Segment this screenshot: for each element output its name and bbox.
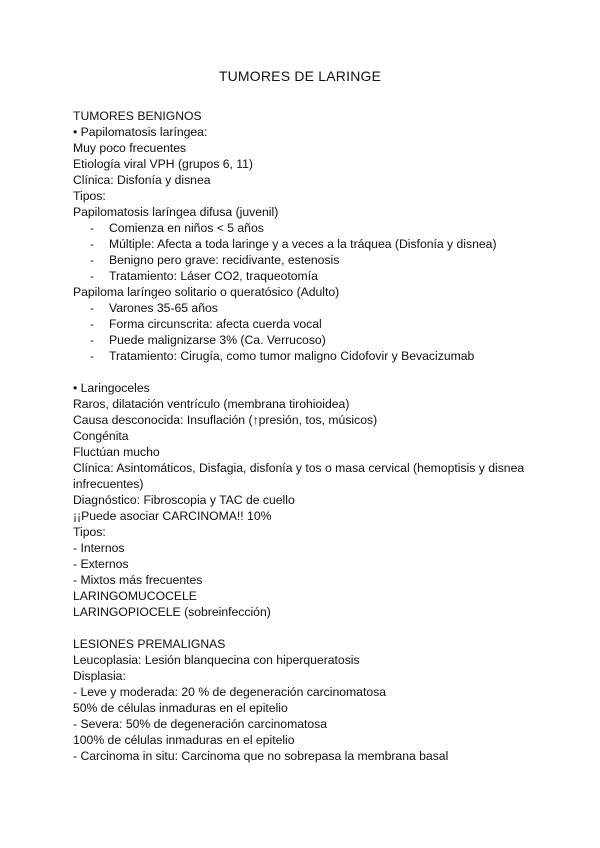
dash-marker: - [90, 221, 95, 235]
text-line: Leucoplasia: Lesión blanquecina con hiperqueratosis [73, 653, 360, 667]
list-item-text: Comienza en niños < 5 años [109, 221, 264, 235]
text-line: Clínica: Asintomáticos, Disfagia, disfonía y tos o masa cervical (hemoptisis y disnea [73, 461, 525, 475]
dash-marker: - [90, 269, 95, 283]
list-item [90, 316, 322, 332]
text-line: - Leve y moderada: 20 % de degeneración carcinomatosa [73, 685, 387, 699]
list-item [90, 332, 326, 348]
list-item-text: Varones 35-65 años [109, 301, 218, 315]
bullet-papilomatosis: • Papilomatosis laríngea: [73, 125, 208, 139]
text-line: - Carcinoma in situ: Carcinoma que no sobrepasa la membrana basal [73, 749, 449, 763]
section-heading-premalignas: LESIONES PREMALIGNAS [73, 637, 226, 651]
list-item [90, 252, 339, 268]
list-item-text: Múltiple: Afecta a toda laringe y a veces a la tráquea (Disfonía y disnea) [109, 237, 497, 251]
text-line: - Mixtos más frecuentes [73, 573, 203, 587]
subheading-adulto: Papiloma laríngeo solitario o queratósico (Adulto) [73, 285, 340, 299]
text-line: Tipos: [73, 525, 106, 539]
list-item [90, 220, 264, 236]
text-line: Muy poco frecuentes [73, 141, 187, 155]
text-line: Congénita [73, 429, 129, 443]
page-title: TUMORES DE LARINGE [218, 68, 382, 84]
dash-marker: - [90, 253, 95, 267]
list-item-text: Benigno pero grave: recidivante, estenosis [109, 253, 340, 267]
text-line: Etiología viral VPH (grupos 6, 11) [73, 157, 253, 171]
section-heading-benignos: TUMORES BENIGNOS [73, 109, 202, 123]
text-line: Fluctúan mucho [73, 445, 160, 459]
text-line: 50% de células inmaduras en el epitelio [73, 701, 288, 715]
text-line: - Severa: 50% de degeneración carcinomatosa [73, 717, 328, 731]
bullet-laringoceles: • Laringoceles [73, 381, 150, 395]
dash-marker: - [90, 237, 95, 251]
list-item-text: Puede malignizarse 3% (Ca. Verrucoso) [109, 333, 326, 347]
text-line: LARINGOMUCOCELE [73, 589, 197, 603]
list-item-text: Forma circunscrita: afecta cuerda vocal [109, 317, 322, 331]
text-line: LARINGOPIOCELE (sobreinfección) [73, 605, 271, 619]
dash-marker: - [90, 349, 95, 363]
text-line: Causa desconocida: Insuflación (↑presión, tos, músicos) [73, 413, 378, 427]
text-line: - Internos [73, 541, 125, 555]
list-item [90, 268, 318, 284]
text-line: Diagnóstico: Fibroscopia y TAC de cuello [73, 493, 295, 507]
text-line: ¡¡Puede asociar CARCINOMA!! 10% [73, 509, 272, 523]
text-line: Displasia: [73, 669, 126, 683]
list-item-text: Tratamiento: Láser CO2, traqueotomía [109, 269, 318, 283]
list-item [90, 236, 497, 252]
list-item [90, 348, 474, 364]
list-item-text: Tratamiento: Cirugía, como tumor maligno Cidofovir y Bevacizumab [109, 349, 475, 363]
dash-marker: - [90, 301, 95, 315]
subheading-juvenil: Papilomatosis laríngea difusa (juvenil) [73, 205, 279, 219]
text-line: Clínica: Disfonía y disnea [73, 173, 211, 187]
text-line: - Externos [73, 557, 129, 571]
dash-marker: - [90, 317, 95, 331]
text-line: Raros, dilatación ventrículo (membrana tirohioidea) [73, 397, 350, 411]
text-line: Tipos: [73, 189, 106, 203]
text-line: infrecuentes) [73, 477, 144, 491]
list-item [90, 300, 218, 316]
text-line: 100% de células inmaduras en el epitelio [73, 733, 295, 747]
dash-marker: - [90, 333, 95, 347]
